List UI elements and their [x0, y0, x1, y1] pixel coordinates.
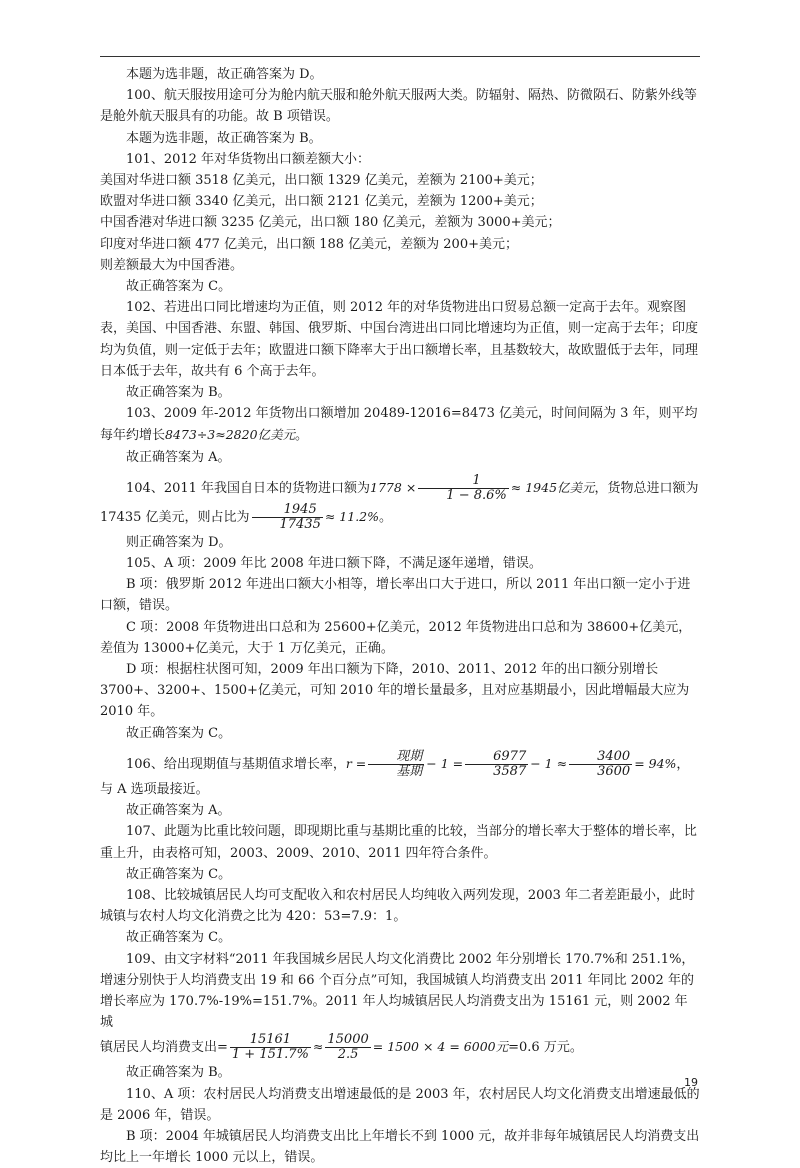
- numerator: 15161: [230, 1033, 311, 1048]
- formula: ≈ 1945亿美元: [510, 479, 595, 495]
- formula: = 1500 × 4 = 6000元: [372, 1039, 509, 1055]
- text-span: 104、2011 年我国自日本的货物进口额为: [126, 480, 371, 496]
- text-line: B 项：2004 年城镇居民人均消费支出比上年增长不到 1000 元，故并非每年城镇居民人均消费支出均比上一年增长 1000 元以上，错误。: [100, 1128, 700, 1166]
- formula: ≈: [312, 1039, 324, 1055]
- text-line: 美国对华进口额 3518 亿美元，出口额 1329 亿美元，差额为 2100+美元；: [100, 173, 543, 189]
- text-line: 本题为选非题，故正确答案为 D。: [126, 67, 323, 82]
- answer-103: [100, 403, 700, 446]
- page-body: [100, 64, 700, 1168]
- text-span: 106、给出现期值与基期值求增长率，: [126, 756, 346, 772]
- text-span: 。: [295, 428, 309, 444]
- header-rule: [100, 56, 700, 57]
- denominator: 3600: [597, 763, 631, 779]
- text-span: =0.6 万元。: [508, 1040, 583, 1056]
- text-line: 故正确答案为 B。: [126, 1065, 231, 1081]
- text-line: C 项：2008 年货物进出口总和为 25600+亿美元，2012 年货物进出口总和为 38600+亿美元，差值为 13000+亿美元，大于 1 万亿美元，正确。: [100, 619, 692, 656]
- formula: r =: [345, 755, 367, 771]
- denominator: 1 + 151.7%: [231, 1047, 309, 1063]
- text-span: 103、2009 年-2012 年货物出口额增加 20489-12016=8473 亿美元，时间间隔为 3 年，则平均每年约增长: [100, 406, 698, 444]
- text-line: B 项：俄罗斯 2012 年进出口额大小相等，增长率出口大于进口，所以 2011 年出口额一定小于进口额，错误。: [100, 577, 691, 614]
- formula-line: [100, 1033, 700, 1062]
- fraction: [230, 1033, 311, 1062]
- denominator: 3587: [493, 763, 527, 779]
- answer-107: 107、此题为比重比较问题，即现期比重与基期比重的比较，当部分的增长率大于整体的增长率，比重上升，由表格可知，2003、2009、2010、2011 四年符合条件。: [100, 824, 697, 861]
- numerator: 6977: [465, 750, 528, 765]
- formula: 8473÷3≈2820亿美元: [165, 427, 296, 443]
- text-line: 本题为选非题，故正确答案为 B。: [126, 130, 322, 146]
- answer-100: 100、航天服按用途可分为舱内航天服和舱外航天服两大类。防辐射、隔热、防微陨石、防紫外线等是舱外航天服具有的功能。故 B 项错误。: [100, 88, 697, 125]
- numerator: 1945: [252, 503, 323, 518]
- answer-102: 102、若进出口同比增速均为正值，则 2012 年的对华货物进出口贸易总额一定高于去年。观察图表，美国、中国香港、东盟、韩国、俄罗斯、中国台湾进出口同比增速均为正值，则一定高于去年；印度均为负值，则一定低于去年；欧盟进口额下降率大于出口额增长率，且基数较大，故欧盟低于去年，同理日本低于去年，故共有 6 个高于去年。: [100, 300, 699, 379]
- numerator: 15000: [327, 1032, 369, 1048]
- text-span: 镇居民人均消费支出=: [100, 1040, 228, 1056]
- text-line: 则正确答案为 D。: [126, 534, 232, 550]
- answer-105: 105、A 项：2009 年比 2008 年进口额下降，不满足逐年递增，错误。: [126, 556, 542, 572]
- numerator: 1: [418, 474, 508, 489]
- answer-106: [100, 750, 700, 800]
- text-line: 印度对华进口额 477 亿美元，出口额 188 亿美元，差额为 200+美元；: [100, 236, 518, 252]
- text-line: D 项：根据柱状图可知，2009 年出口额为下降，2010、2011、2012 年的出口额分别增长 3700+、3200+、1500+亿美元，可知 2010 年的增长量最多，且对应基期最小，因此增幅最大应为 2010 年。: [100, 662, 690, 720]
- answer-110: 110、A 项：农村居民人均消费支出增速最低的是 2003 年，农村居民人均文化消费支出增速最低的是 2006 年，错误。: [100, 1086, 700, 1123]
- formula: ≈ 11.2%: [324, 508, 380, 524]
- denominator: 基期: [396, 763, 423, 779]
- formula: = 94%: [634, 755, 677, 771]
- text-line: 故正确答案为 B。: [126, 385, 231, 401]
- fraction: [368, 750, 424, 779]
- text-line: 欧盟对华进口额 3340 亿美元，出口额 2121 亿美元，差额为 1200+美元；: [100, 194, 543, 210]
- answer-104: [100, 474, 700, 532]
- denominator: 2.5: [337, 1047, 359, 1063]
- text-span: ，与 A 选项最接近。: [100, 756, 690, 797]
- text-line: 故正确答案为 C。: [126, 279, 232, 295]
- answer-101: 101、2012 年对华货物出口额差额大小：: [126, 151, 371, 167]
- formula: 1778 ×: [370, 479, 417, 495]
- text-line: 中国香港对华进口额 3235 亿美元，出口额 180 亿美元，差额为 3000+美元；: [100, 215, 561, 231]
- denominator: 17435: [279, 516, 321, 532]
- fraction: [252, 503, 323, 532]
- numerator: 现期: [368, 750, 424, 765]
- text-line: 故正确答案为 C。: [126, 725, 232, 741]
- denominator: 1 − 8.6%: [446, 487, 507, 503]
- text-span: 。: [379, 509, 393, 525]
- answer-109: 109、由文字材料“2011 年我国城乡居民人均文化消费比 2002 年分别增长 170.7%和 251.1%，增速分别快于人均消费支出 19 和 66 个百分点”可知，我国城镇人均消费支出 2011 年同比 2002 年的增长率应为 170.7%-19%=151.7%。2011 年人均城镇居民人均消费支出为 15161 元，则 2002 年城: [100, 951, 695, 1031]
- text-line: 则差额最大为中国香港。: [100, 257, 244, 273]
- fraction: [418, 474, 508, 503]
- numerator: 3400: [569, 750, 632, 765]
- answer-108: 108、比较城镇居民人均可支配收入和农村居民人均纯收入两列发现，2003 年二者差距最小，此时城镇与农村人均文化消费之比为 420：53=7.9：1。: [100, 887, 696, 925]
- formula: − 1 ≈: [530, 755, 568, 771]
- formula: − 1 =: [426, 755, 464, 771]
- fraction: [465, 750, 528, 779]
- page-number: 19: [684, 1076, 698, 1089]
- text-span: ，货物总进口额为 17435 亿美元，则占比为: [100, 480, 699, 525]
- text-line: 故正确答案为 C。: [126, 930, 232, 946]
- fraction: [569, 750, 632, 779]
- text-line: 故正确答案为 A。: [126, 803, 231, 819]
- fraction: [325, 1033, 370, 1062]
- text-line: 故正确答案为 C。: [126, 866, 232, 882]
- text-line: 故正确答案为 A。: [126, 449, 231, 465]
